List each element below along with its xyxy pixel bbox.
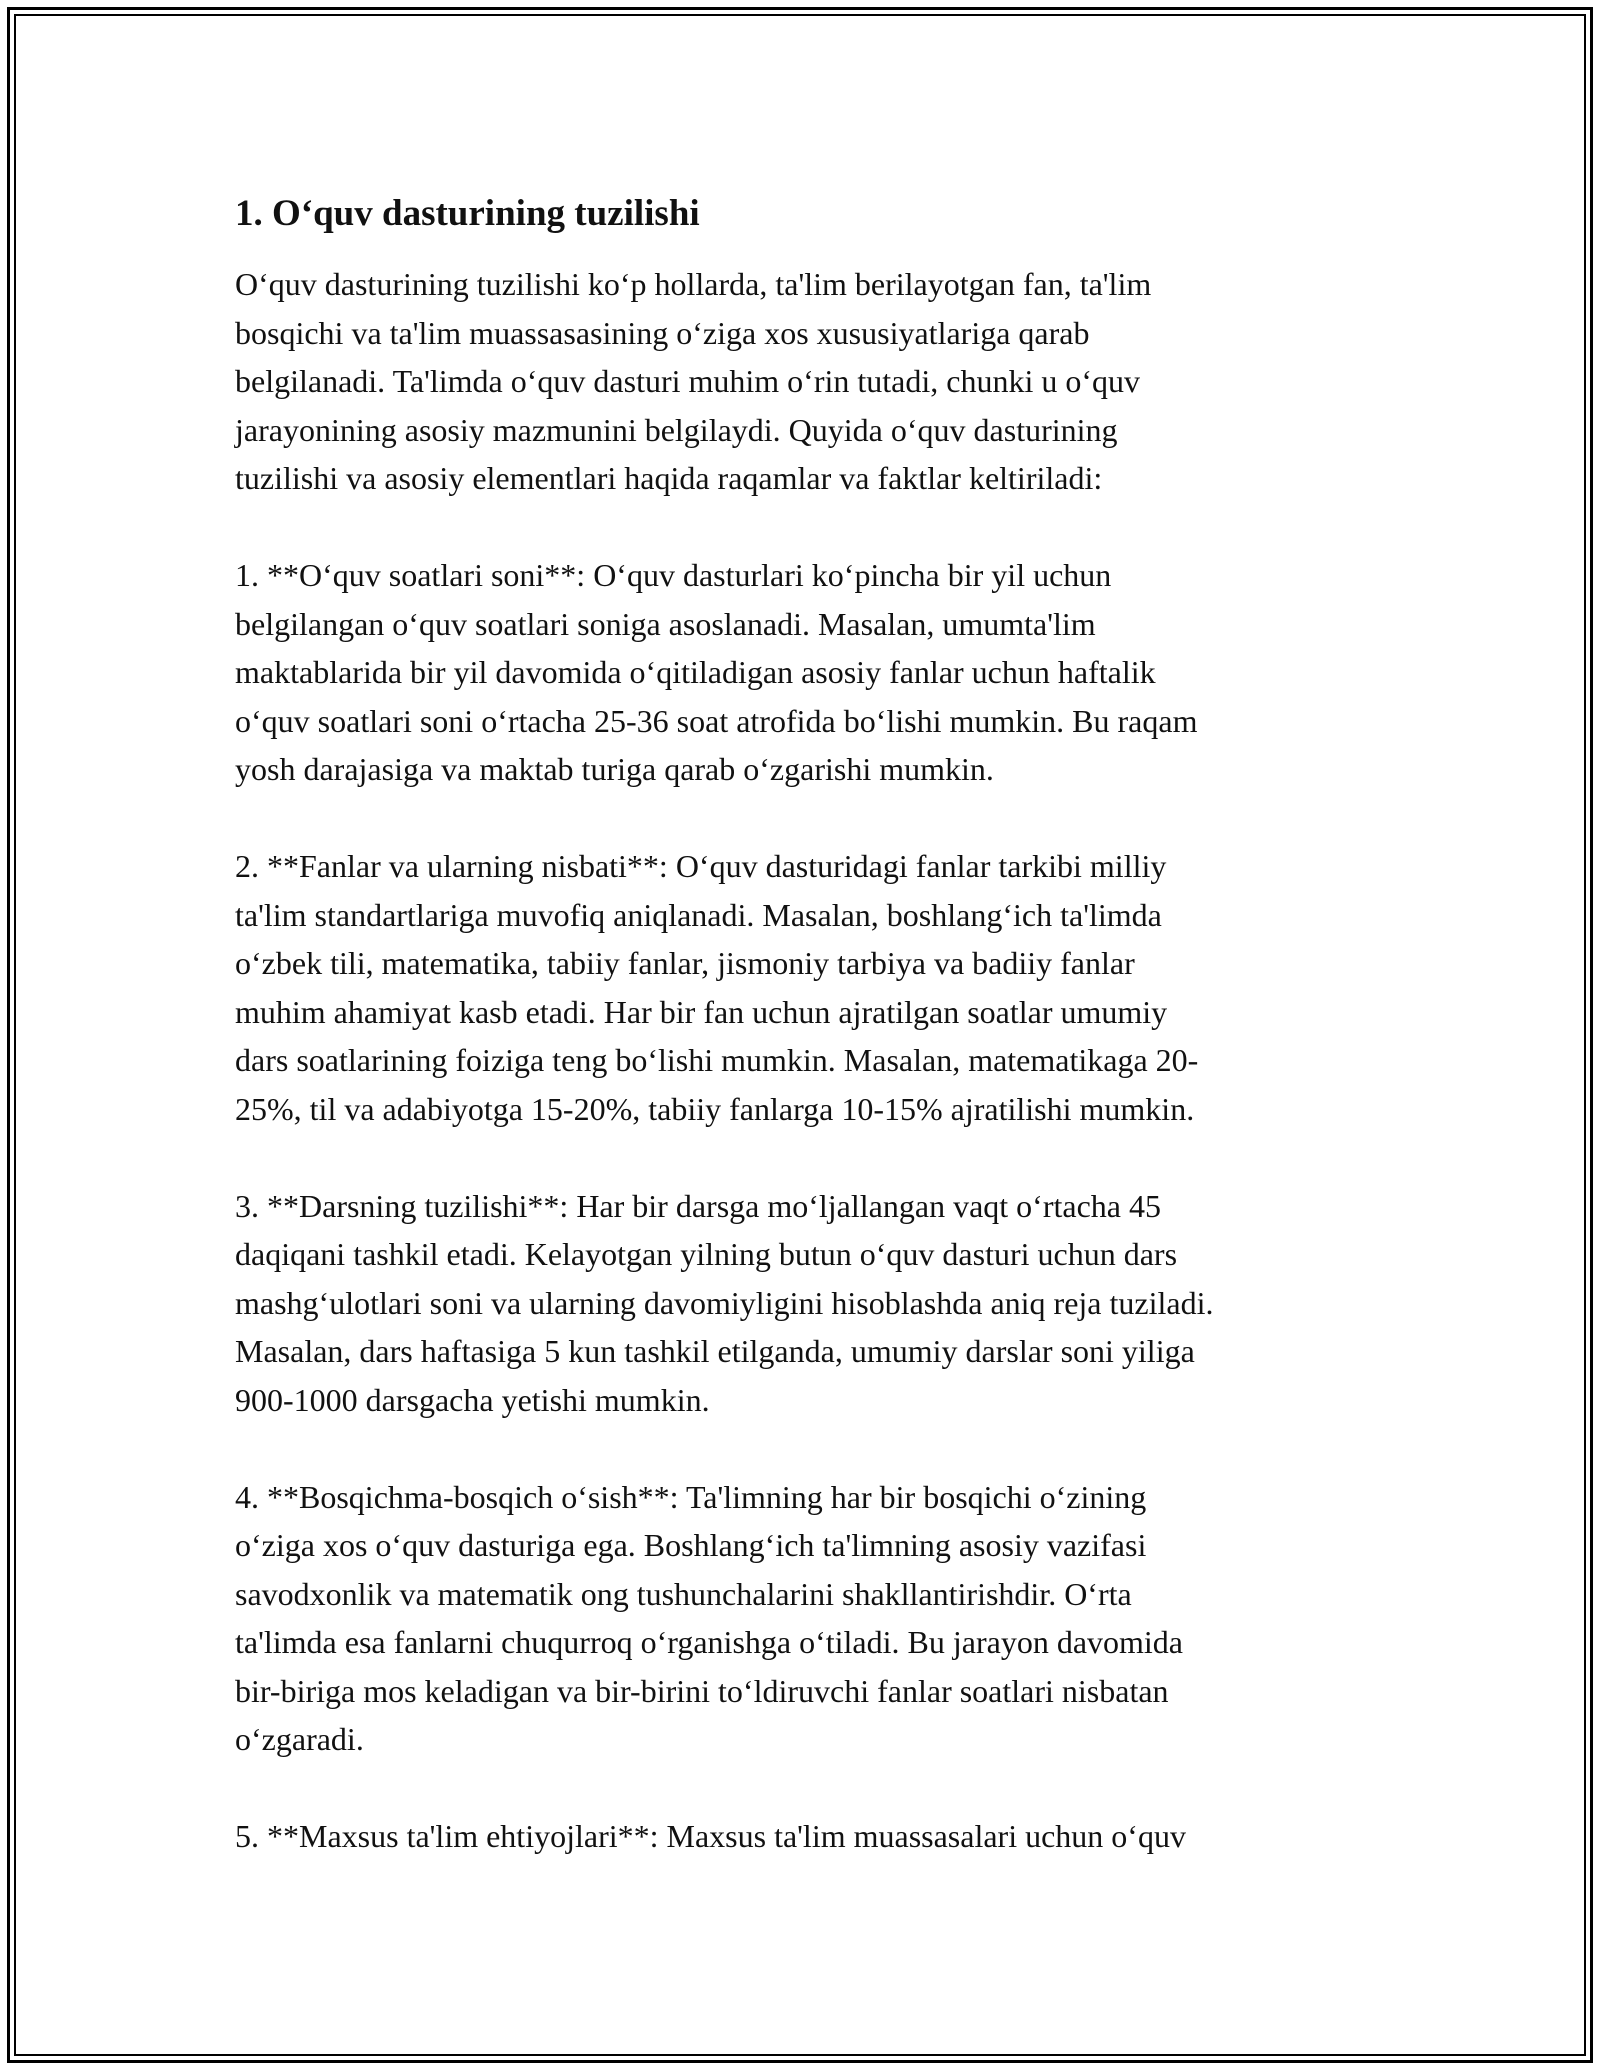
text-line: yosh darajasiga va maktab turiga qarab o‘zgarishi mumkin. xyxy=(235,751,994,787)
text-line: dars soatlarining foiziga teng bo‘lishi mumkin. Masalan, matematikaga 20- xyxy=(235,1042,1199,1078)
list-paragraph-3 xyxy=(235,1182,1365,1425)
text-line: O‘quv dasturining tuzilishi ko‘p hollarda, ta'lim berilayotgan fan, ta'lim xyxy=(235,266,1152,302)
text-line: 1. **O‘quv soatlari soni**: O‘quv dasturlari ko‘pincha bir yil uchun xyxy=(235,557,1112,593)
text-line: 5. **Maxsus ta'lim ehtiyojlari**: Maxsus ta'lim muassasalari uchun o‘quv xyxy=(235,1818,1186,1854)
text-line: ta'lim standartlariga muvofiq aniqlanadi. Masalan, boshlang‘ich ta'limda xyxy=(235,896,1162,933)
list-paragraph-4 xyxy=(235,1473,1365,1764)
text-line: mashg‘ulotlari soni va ularning davomiyligini hisoblashda aniq reja tuziladi. xyxy=(235,1284,1214,1321)
text-line: muhim ahamiyat kasb etadi. Har bir fan uchun ajratilgan soatlar umumiy xyxy=(235,993,1168,1030)
text-line: 3. **Darsning tuzilishi**: Har bir darsga mo‘ljallangan vaqt o‘rtacha 45 xyxy=(235,1187,1161,1224)
text-line: ta'limda esa fanlarni chuqurroq o‘rganishga o‘tiladi. Bu jarayon davomida xyxy=(235,1624,1183,1660)
text-line: 4. **Bosqichma-bosqich o‘sish**: Ta'limning har bir bosqichi o‘zining xyxy=(235,1478,1147,1515)
text-line: Masalan, dars haftasiga 5 kun tashkil etilganda, umumiy darslar soni yiliga xyxy=(235,1333,1195,1369)
text-line: o‘quv soatlari soni o‘rtacha 25-36 soat atrofida bo‘lishi mumkin. Bu raqam xyxy=(235,702,1198,739)
text-line: bosqichi va ta'lim muassasasining o‘ziga xos xususiyatlariga qarab xyxy=(235,314,1090,351)
text-line: savodxonlik va matematik ong tushunchalarini shakllantirishdir. O‘rta xyxy=(235,1575,1132,1612)
text-line: belgilangan o‘quv soatlari soniga asoslanadi. Masalan, umumta'lim xyxy=(235,605,1096,642)
list-paragraph-5 xyxy=(235,1812,1365,1861)
text-line: 2. **Fanlar va ularning nisbati**: O‘quv dasturidagi fanlar tarkibi milliy xyxy=(235,848,1167,884)
text-line: belgilanadi. Ta'limda o‘quv dasturi muhim o‘rin tutadi, chunki u o‘quv xyxy=(235,363,1140,399)
text-line: maktablarida bir yil davomida o‘qitiladigan asosiy fanlar uchun haftalik xyxy=(235,654,1156,690)
text-line: jarayonining asosiy mazmunini belgilaydi. Quyida o‘quv dasturining xyxy=(235,411,1118,448)
text-line: o‘zgaradi. xyxy=(235,1721,364,1757)
text-line: tuzilishi va asosiy elementlari haqida raqamlar va faktlar keltiriladi: xyxy=(235,460,1103,496)
text-line: daqiqani tashkil etadi. Kelayotgan yilning butun o‘quv dasturi uchun dars xyxy=(235,1236,1178,1272)
text-line: o‘zbek tili, matematika, tabiiy fanlar, jismoniy tarbiya va badiiy fanlar xyxy=(235,945,1135,981)
text-line: 900-1000 darsgacha yetishi mumkin. xyxy=(235,1381,710,1418)
text-line: 25%, til va adabiyotga 15-20%, tabiiy fanlarga 10-15% ajratilishi mumkin. xyxy=(235,1090,1195,1127)
intro-paragraph xyxy=(235,260,1365,503)
document-page xyxy=(235,190,1365,1909)
text-line: o‘ziga xos o‘quv dasturiga ega. Boshlang‘ich ta'limning asosiy vazifasi xyxy=(235,1527,1147,1563)
text-line: bir-biriga mos keladigan va bir-birini to‘ldiruvchi fanlar soatlari nisbatan xyxy=(235,1672,1169,1709)
list-paragraph-1 xyxy=(235,551,1365,794)
section-heading: 1. O‘quv dasturining tuzilishi xyxy=(235,193,700,234)
list-paragraph-2 xyxy=(235,842,1365,1133)
